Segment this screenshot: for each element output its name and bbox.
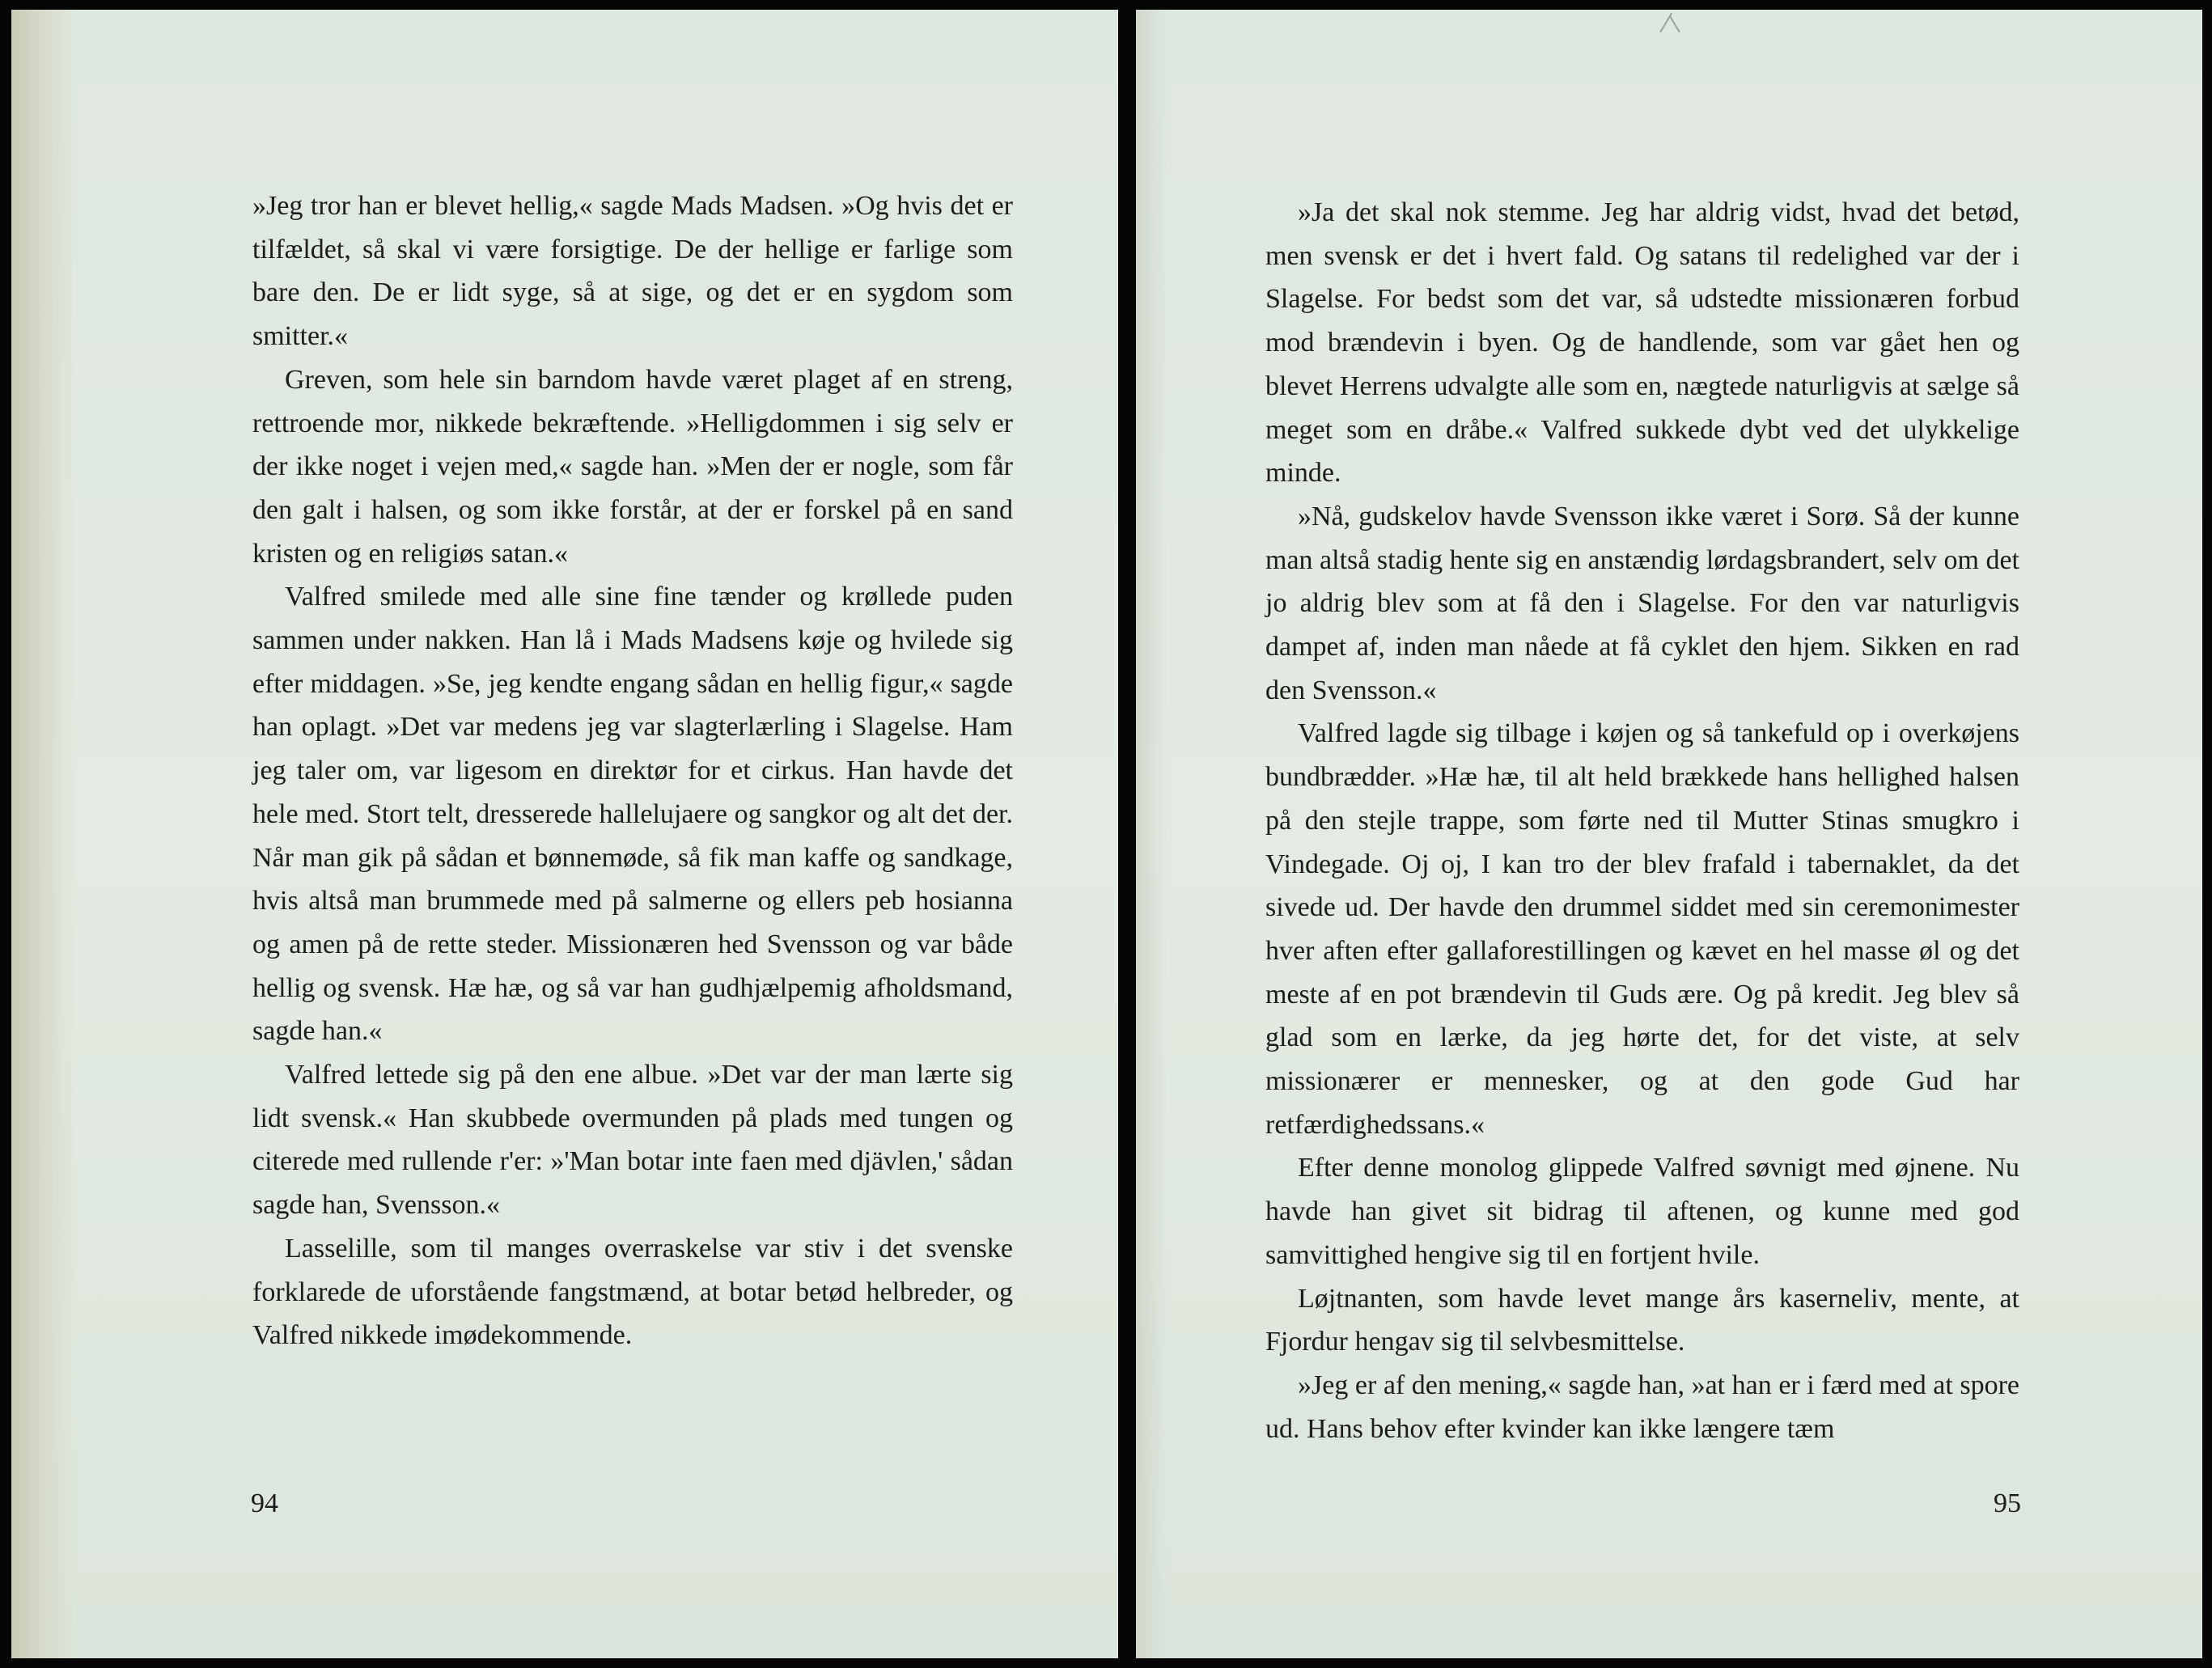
paragraph: Greven, som hele sin barndom havde været plaget af en streng, rettroende mor, nikkede bekræftende. »Helligdommen i sig selv er der ikke noget i vejen med,« sagde han. »Men der er nogle, som får den galt i halsen, og som ikke forstår, at der er forskel på en sand kristen og en religiøs satan.« (252, 364, 1013, 569)
left-page (11, 10, 1118, 1658)
paragraph: Lasselille, som til manges overraskelse var stiv i det svenske forklarede de uforstående fangstmænd, at botar betød helbreder, og Valfred nikkede imødekommende. (252, 1233, 1013, 1351)
paragraph: Valfred lagde sig tilbage i køjen og så tankefuld op i overkøjens bundbrædder. »Hæ hæ, til alt held brækkede hans hellighed halsen på den stejle trappe, som førte ned til Mutter Stinas smugkro i Vindegade. Oj oj, I kan tro der blev frafald i tabernaklet, da det sivede ud. Der havde den drummel siddet med sin ceremonimester hver aften efter gallaforestillingen og kævet en hel masse øl og det meste af en pot brændevin til Guds ære. Og på kredit. Jeg blev så glad som en lærke, da jeg hørte det, for det viste, at selv missionærer er mennesker, og at den gode Gud har retfærdighedssans.« (1265, 718, 2019, 1140)
paragraph: »Ja det skal nok stemme. Jeg har aldrig vidst, hvad det betød, men svensk er det i hvert fald. Og satans til redelighed var der i Slagelse. For bedst som det var, så udstedte missionæren forbud mod brændevin i byen. Og de handlende, som var gået hen og blevet Herrens udvalgte alle som en, nægtede naturligvis at sælge så meget som en dråbe.« Valfred sukkede dybt ved det ulykkelige minde. (1265, 197, 2019, 489)
right-page-text (1265, 191, 2019, 1450)
paragraph: Løjtnanten, som havde levet mange års kaserneliv, mente, at Fjordur hengav sig til selvbesmittelse. (1265, 1283, 2019, 1357)
page-number: 95 (1994, 1488, 2021, 1518)
right-page (1136, 10, 2202, 1658)
left-page-text (252, 184, 1013, 1357)
paragraph: Valfred smilede med alle sine fine tænder og krøllede puden sammen under nakken. Han lå i Mads Madsens køje og hvilede sig efter middagen. »Se, jeg kendte engang sådan en hellig figur,« sagde han oplagt. »Det var medens jeg var slagterlærling i Slagelse. Ham jeg taler om, var ligesom en direktør for et cirkus. Han havde det hele med. Stort telt, dresserede hallelujaere og sangkor og alt det der. Når man gik på sådan et bønnemøde, så fik man kaffe og sandkage, hvis altså man brummede med på salmerne og ellers peb hosianna og amen på de rette steder. Missionæren hed Svensson og var både hellig og svensk. Hæ hæ, og så var han gudhjælpemig afholdsmand, sagde han.« (252, 582, 1013, 1047)
page-number: 94 (251, 1488, 278, 1518)
paragraph: Efter denne monolog glippede Valfred søvnigt med øjnene. Nu havde han givet sit bidrag til aftenen, og kunne med god samvittighed hengive sig til en fortjent hvile. (1265, 1153, 2019, 1270)
paragraph: »Jeg tror han er blevet hellig,« sagde Mads Madsen. »Og hvis det er tilfældet, så skal vi være forsigtige. De der hellige er farlige som bare den. De er lidt syge, så at sige, og det er en sygdom som smitter.« (252, 191, 1013, 352)
paragraph: Valfred lettede sig på den ene albue. »Det var der man lærte sig lidt svensk.« Han skubbede overmunden på plads med tungen og citerede med rullende r'er: »'Man botar inte faen med djävlen,' sådan sagde han, Svensson.« (252, 1060, 1013, 1221)
pencil-mark-icon (1654, 11, 1686, 36)
paragraph: »Jeg er af den mening,« sagde han, »at han er i færd med at spore ud. Hans behov efter kvinder kan ikke længere tæm (1265, 1370, 2019, 1444)
paragraph: »Nå, gudskelov havde Svensson ikke været i Sorø. Så der kunne man altså stadig hente sig en anstændig lørdagsbrandert, selv om det jo aldrig blev som at få den i Slagelse. For den var naturligvis dampet af, inden man nåede at få cyklet den hjem. Sikken en rad den Svensson.« (1265, 501, 2019, 705)
